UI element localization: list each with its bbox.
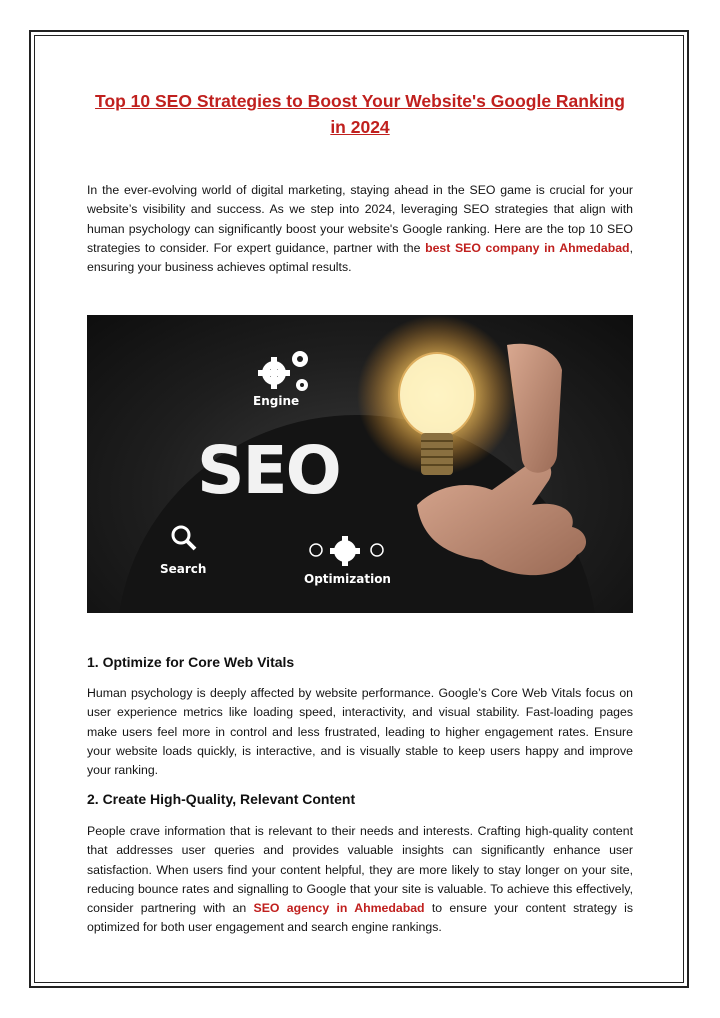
section-2-text-after: to ensure your content strategy is optimized for both user engagement and search engine rankings.	[87, 901, 633, 935]
section-2-text-before: People crave information that is relevant to their needs and interests. Crafting high-quality content that addresses user queries and provides valuable insights can significantly enhance user satisfaction. When users find your content helpful, they are more likely to stay longer on your site, reducing bounce rates and signalling to Google that your site is valuable. To achieve this effectively, consider partnering with an	[87, 824, 633, 916]
best-seo-company-link[interactable]: best SEO company in Ahmedabad	[425, 240, 630, 255]
intro-text-before: In the ever-evolving world of digital marketing, staying ahead in the SEO game is crucial for your website’s visibility and success. As we step into 2024, leveraging SEO strategies that align with human psychology can significantly boost your website's Google ranking. Here are the top 10 SEO strategies to consider. For expert guidance, partner with the	[87, 183, 633, 255]
seo-label: SEO	[197, 432, 340, 509]
seo-agency-link[interactable]: SEO agency in Ahmedabad	[253, 901, 425, 916]
engine-label: Engine	[253, 394, 300, 408]
section-2-text	[87, 822, 633, 938]
document-title: Top 10 SEO Strategies to Boost Your Website's Google Ranking in 2024	[95, 91, 625, 137]
intro-paragraph	[87, 181, 633, 277]
search-label: Search	[160, 562, 207, 576]
gear-icon	[258, 351, 308, 391]
intro-text-after: , ensuring your business achieves optimal results.	[87, 240, 633, 275]
optimization-label: Optimization	[304, 572, 391, 586]
section-1-text: Human psychology is deeply affected by website performance. Google’s Core Web Vitals focus on user experience metrics like loading speed, interactivity, and visual stability. Fast-loading pages make users feel more in control and less frustrated, leading to higher engagement rates. Ensure your website loads quickly, is interactive, and is visually stable to keep users happy and improve your ranking.	[87, 686, 633, 778]
section-2-heading: 2. Create High-Quality, Relevant Content	[87, 791, 356, 807]
hero-image	[87, 315, 633, 613]
section-1-heading: 1. Optimize for Core Web Vitals	[87, 654, 295, 670]
